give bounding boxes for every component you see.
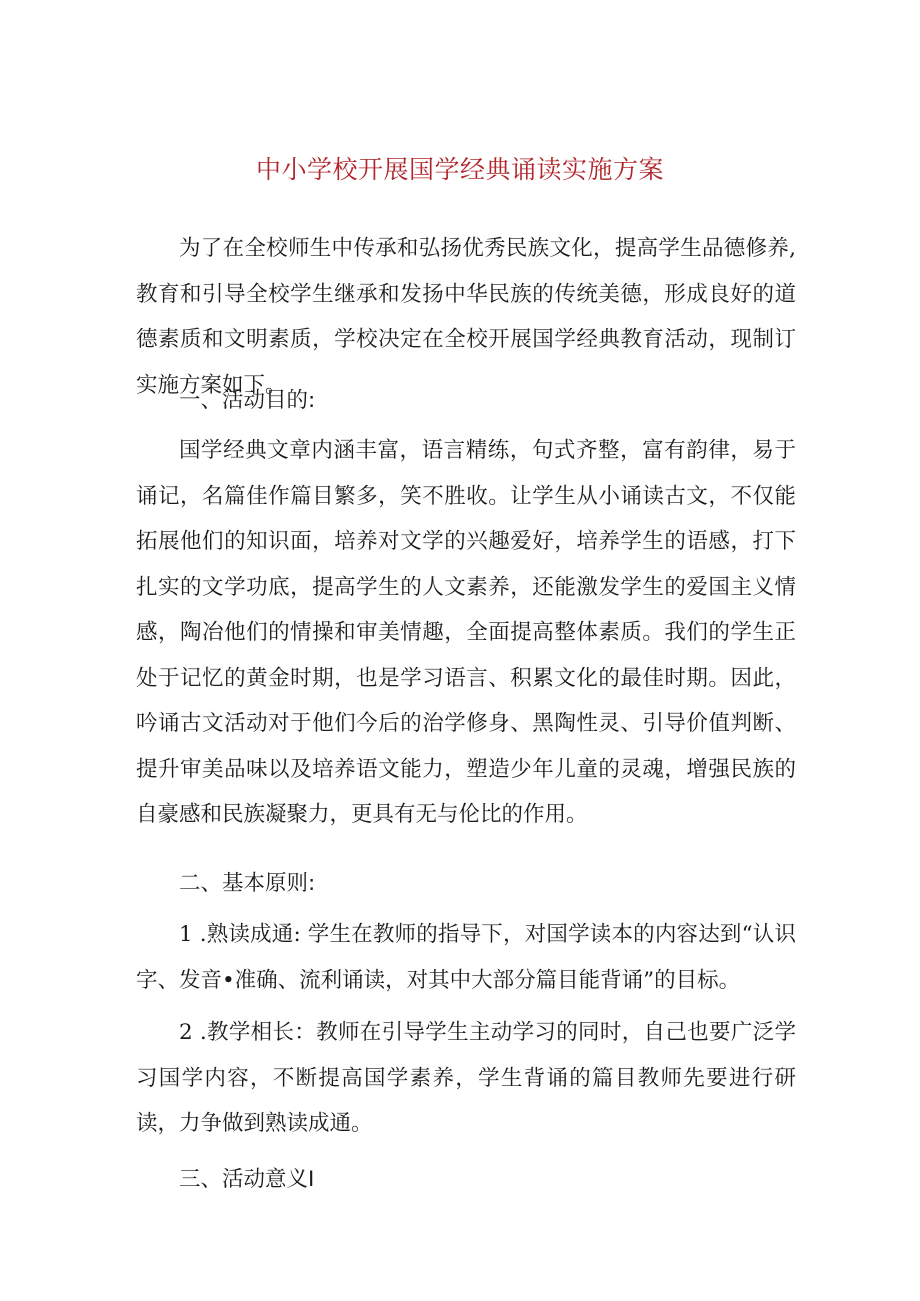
principle-item-1: 1 .熟读成通: 学生在教师的指导下，对国学读本的内容达到“认识字、发音•准确、流利诵读，对其中大部分篇目能背诵”的目标。: [136, 922, 796, 993]
intro-paragraph: 为了在全校师生中传承和弘扬优秀民族文化，提高学生品德修养,教育和引导全校学生继承和发扬中华民族的传统美德，形成良好的道德素质和文明素质，学校决定在全校开展国学经典教育活动，现制订实施方案如下。: [136, 236, 796, 398]
section-heading-principles: 二、基本原则:: [179, 871, 316, 896]
purpose-paragraph: 国学经典文章内涵丰富，语言精练，句式齐整，富有韵律，易于诵记，名篇佳作篇目繁多，笑不胜收。让学生从小诵读古文，不仅能拓展他们的知识面，培养对文学的兴趣爱好，培养学生的语感，打下扎实的文学功底，提高学生的人文素养，还能激发学生的爱国主义情感，陶冶他们的情操和审美情趣，全面提高整体素质。我们的学生正处于记忆的黄金时期，也是学习语言、积累文化的最佳时期。因此，吟诵古文活动对于他们今后的治学修身、黑陶性灵、引导价值判断、提升审美品味以及培养语文能力，塑造少年儿童的灵魂，增强民族的自豪感和民族凝聚力，更具有无与伦比的作用。: [136, 438, 796, 827]
section-heading-significance: 三、活动意义I: [179, 1167, 315, 1192]
section-heading-purpose: 一、活动目的:: [179, 388, 316, 413]
principle-item-2: 2 .教学相长：教师在引导学生主动学习的同时，自己也要广泛学习国学内容，不断提高国学素养，学生背诵的篇目教师先要进行研读，力争做到熟读成通。: [136, 1020, 796, 1136]
document-title: 中小学校开展国学经典诵读实施方案: [255, 155, 664, 184]
